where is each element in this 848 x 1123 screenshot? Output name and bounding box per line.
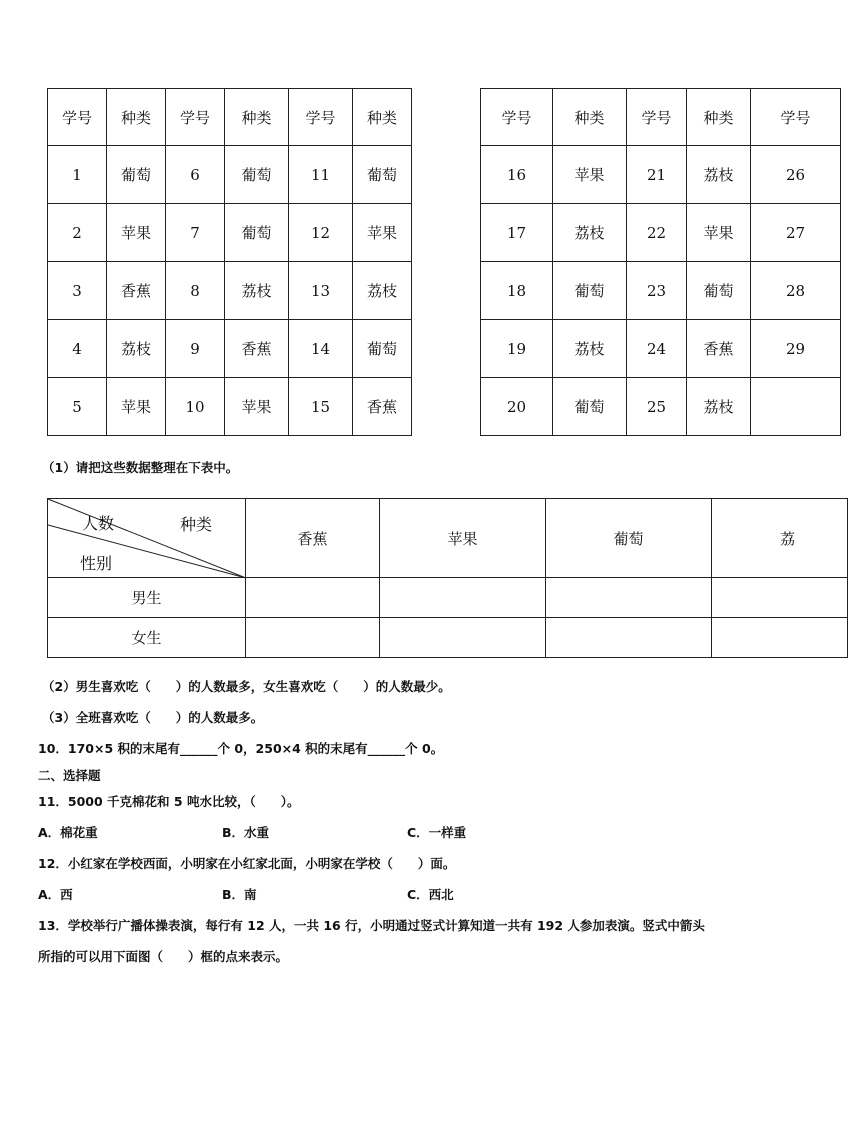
section-heading-choice: 二、选择题	[38, 768, 101, 783]
header-type-label: 种类	[180, 515, 213, 534]
fruit-header: 葡萄	[546, 499, 712, 578]
table-cell	[751, 378, 841, 436]
table-cell: 葡萄	[225, 204, 289, 262]
table-cell: 7	[166, 204, 225, 262]
q11-option-c: C．一样重	[407, 825, 467, 840]
table-cell: 14	[289, 320, 353, 378]
table-cell: 10	[166, 378, 225, 436]
table-row	[481, 320, 841, 378]
table-cell: 16	[481, 146, 553, 204]
table-cell: 荔枝	[687, 378, 751, 436]
question-2: （2）男生喜欢吃（ ）的人数最多，女生喜欢吃（ ）的人数最少。	[42, 679, 451, 694]
table-cell: 荔枝	[553, 320, 627, 378]
question-13-line-2: 所指的可以用下面图（ ）框的点来表示。	[38, 949, 289, 964]
fruit-header: 荔	[712, 499, 848, 578]
header-cell: 学号	[166, 89, 225, 146]
table-cell: 6	[166, 146, 225, 204]
table-cell: 21	[627, 146, 687, 204]
data-table-right	[480, 88, 841, 436]
table-cell: 17	[481, 204, 553, 262]
table-cell: 2	[48, 204, 107, 262]
question-1: （1）请把这些数据整理在下表中。	[42, 460, 239, 475]
table-cell: 香蕉	[225, 320, 289, 378]
table-cell: 1	[48, 146, 107, 204]
blank-cell	[246, 618, 380, 658]
table-cell: 葡萄	[553, 262, 627, 320]
q12-option-b: B．南	[222, 887, 257, 902]
header-cell: 种类	[225, 89, 289, 146]
blank-cell	[712, 578, 848, 618]
diagonal-header-cell	[48, 499, 246, 578]
table-cell: 26	[751, 146, 841, 204]
header-cell: 学号	[48, 89, 107, 146]
blank-cell	[246, 578, 380, 618]
table-cell: 荔枝	[553, 204, 627, 262]
header-cell: 种类	[553, 89, 627, 146]
table-cell: 苹果	[107, 378, 166, 436]
table-cell: 葡萄	[687, 262, 751, 320]
table-cell: 苹果	[687, 204, 751, 262]
header-cell: 学号	[627, 89, 687, 146]
table-row	[481, 378, 841, 436]
table-cell: 15	[289, 378, 353, 436]
table-cell: 葡萄	[107, 146, 166, 204]
table-cell: 荔枝	[353, 262, 412, 320]
table-cell: 18	[481, 262, 553, 320]
header-cell: 种类	[687, 89, 751, 146]
summary-table	[47, 498, 848, 658]
table-row	[481, 262, 841, 320]
table-cell: 25	[627, 378, 687, 436]
blank-cell	[546, 618, 712, 658]
table-row	[48, 320, 412, 378]
table-cell: 苹果	[553, 146, 627, 204]
table-cell: 24	[627, 320, 687, 378]
table-cell: 葡萄	[353, 146, 412, 204]
table-row	[48, 262, 412, 320]
table-cell: 香蕉	[353, 378, 412, 436]
question-12: 12．小红家在学校西面，小明家在小红家北面，小明家在学校（ ）面。	[38, 856, 456, 871]
table-cell: 葡萄	[553, 378, 627, 436]
table-cell: 5	[48, 378, 107, 436]
table-cell: 香蕉	[107, 262, 166, 320]
blank-cell	[380, 578, 546, 618]
blank-cell	[546, 578, 712, 618]
table-cell: 19	[481, 320, 553, 378]
table-cell: 12	[289, 204, 353, 262]
header-cell: 种类	[353, 89, 412, 146]
question-10: 10．170×5 积的末尾有______个 0，250×4 积的末尾有______个 0。	[38, 741, 444, 756]
table-row	[48, 146, 412, 204]
table-cell: 28	[751, 262, 841, 320]
table-cell: 20	[481, 378, 553, 436]
question-11: 11．5000 千克棉花和 5 吨水比较，（ ）。	[38, 794, 300, 809]
table-cell: 4	[48, 320, 107, 378]
blank-cell	[712, 618, 848, 658]
table-cell: 荔枝	[107, 320, 166, 378]
q12-option-c: C．西北	[407, 887, 454, 902]
q11-option-b: B．水重	[222, 825, 270, 840]
header-cell: 种类	[107, 89, 166, 146]
table-cell: 荔枝	[687, 146, 751, 204]
header-cell: 学号	[289, 89, 353, 146]
table-cell: 29	[751, 320, 841, 378]
table-cell: 3	[48, 262, 107, 320]
table-row	[48, 378, 412, 436]
blank-cell	[380, 618, 546, 658]
table-cell: 苹果	[225, 378, 289, 436]
question-3: （3）全班喜欢吃（ ）的人数最多。	[42, 710, 264, 725]
header-count-label: 人数	[82, 514, 115, 533]
table-cell: 9	[166, 320, 225, 378]
table-cell: 荔枝	[225, 262, 289, 320]
fruit-header: 苹果	[380, 499, 546, 578]
table-row	[48, 204, 412, 262]
header-gender-label: 性别	[80, 554, 113, 573]
table-cell: 葡萄	[353, 320, 412, 378]
row-label-male: 男生	[48, 578, 246, 618]
table-cell: 香蕉	[687, 320, 751, 378]
header-cell: 学号	[481, 89, 553, 146]
table-cell: 13	[289, 262, 353, 320]
table-cell: 8	[166, 262, 225, 320]
table-row	[481, 204, 841, 262]
table-cell: 22	[627, 204, 687, 262]
table-cell: 23	[627, 262, 687, 320]
table-cell: 苹果	[353, 204, 412, 262]
question-13-line-1: 13．学校举行广播体操表演，每行有 12 人，一共 16 行，小明通过竖式计算知道一共有 192 人参加表演。竖式中箭头	[38, 918, 705, 933]
table-cell: 27	[751, 204, 841, 262]
q12-option-a: A．西	[38, 887, 73, 902]
table-cell: 苹果	[107, 204, 166, 262]
table-cell: 11	[289, 146, 353, 204]
diagonal-lines	[48, 499, 246, 578]
header-cell: 学号	[751, 89, 841, 146]
table-row	[481, 146, 841, 204]
fruit-header: 香蕉	[246, 499, 380, 578]
q11-option-a: A．棉花重	[38, 825, 98, 840]
table-cell: 葡萄	[225, 146, 289, 204]
row-label-female: 女生	[48, 618, 246, 658]
data-table-left	[47, 88, 412, 436]
